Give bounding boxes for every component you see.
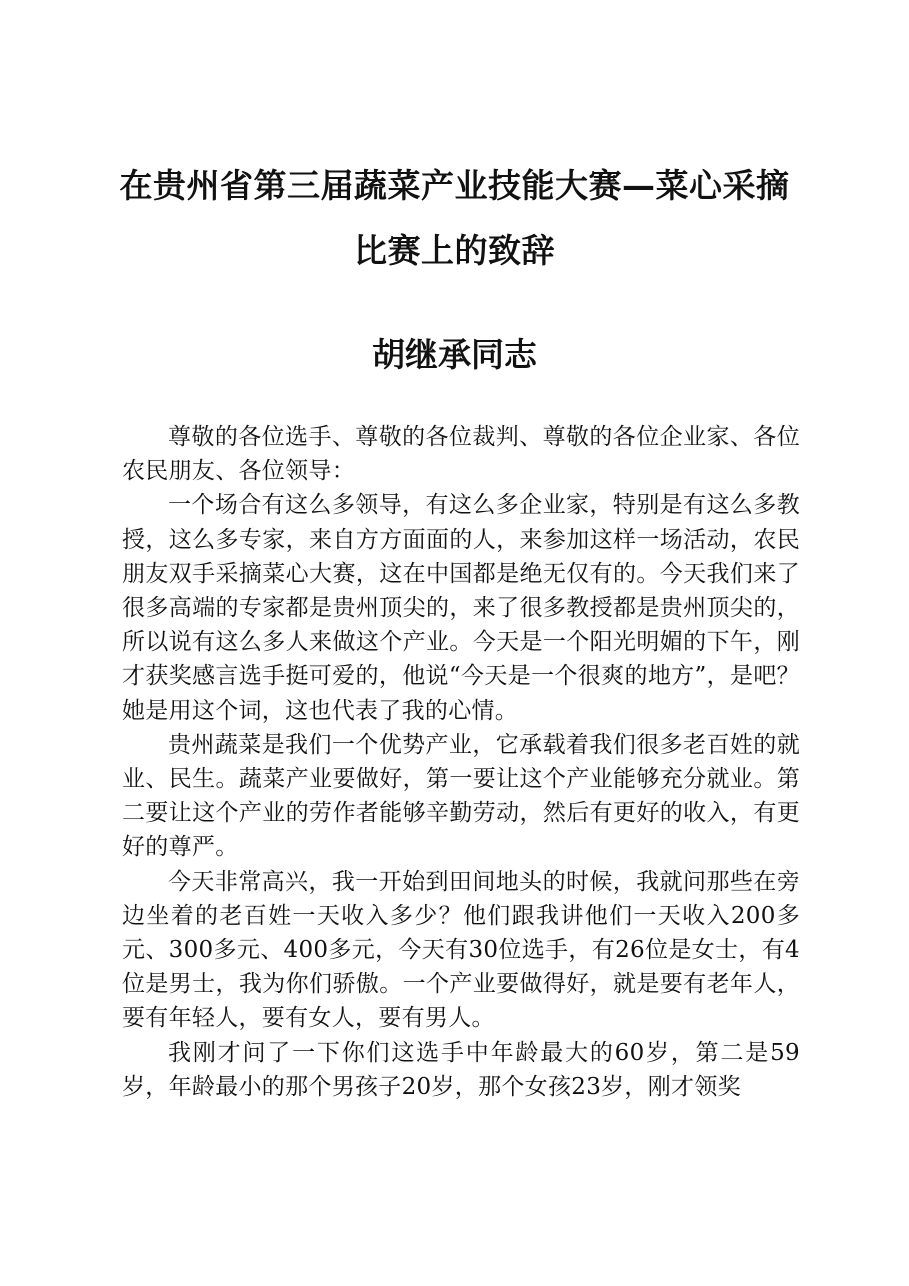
paragraph: 贵州蔬菜是我们一个优势产业，它承载着我们很多老百姓的就业、民生。蔬菜产业要做好，第一要让这个产业能够充分就业。第二要让这个产业的劳作者能够辛勤劳动，然后有更好的收入，有更好的尊严。 — [122, 731, 800, 861]
paragraph: 一个场合有这么多领导，有这么多企业家，特别是有这么多教授，这么多专家，来自方方面面的人，来参加这样一场活动，农民朋友双手采摘菜心大赛，这在中国都是绝无仅有的。今天我们来了很多高端的专家都是贵州顶尖的，来了很多教授都是贵州顶尖的，所以说有这么多人来做这个产业。今天是一个阳光明媚的下午，刚才获奖感言选手挺可爱的，他说“今天是一个很爽的地方”，是吧？她是用这个词，这也代表了我的心情。 — [122, 492, 800, 724]
paragraph-salutation: 尊敬的各位选手、尊敬的各位裁判、尊敬的各位企业家、各位农民朋友、各位领导： — [122, 424, 800, 485]
paragraph: 我刚才问了一下你们这选手中年龄最大的60岁，第二是59岁，年龄最小的那个男孩子20岁，那个女孩23岁，刚才领奖 — [122, 1039, 800, 1100]
document-body — [122, 420, 800, 1104]
paragraph: 今天非常高兴，我一开始到田间地头的时候，我就问那些在旁边坐着的老百姓一天收入多少？他们跟我讲他们一天收入200多元、300多元、400多元，今天有30位选手，有26位是女士，有4位是男士，我为你们骄傲。一个产业要做得好，就是要有老年人，要有年轻人，要有女人，要有男人。 — [122, 868, 800, 1032]
document-title-line-1: 在贵州省第三届蔬菜产业技能大赛—菜心采摘 — [119, 166, 790, 205]
document-title-line-2: 比赛上的致辞 — [354, 231, 555, 270]
document-author: 胡继承同志 — [372, 335, 537, 374]
